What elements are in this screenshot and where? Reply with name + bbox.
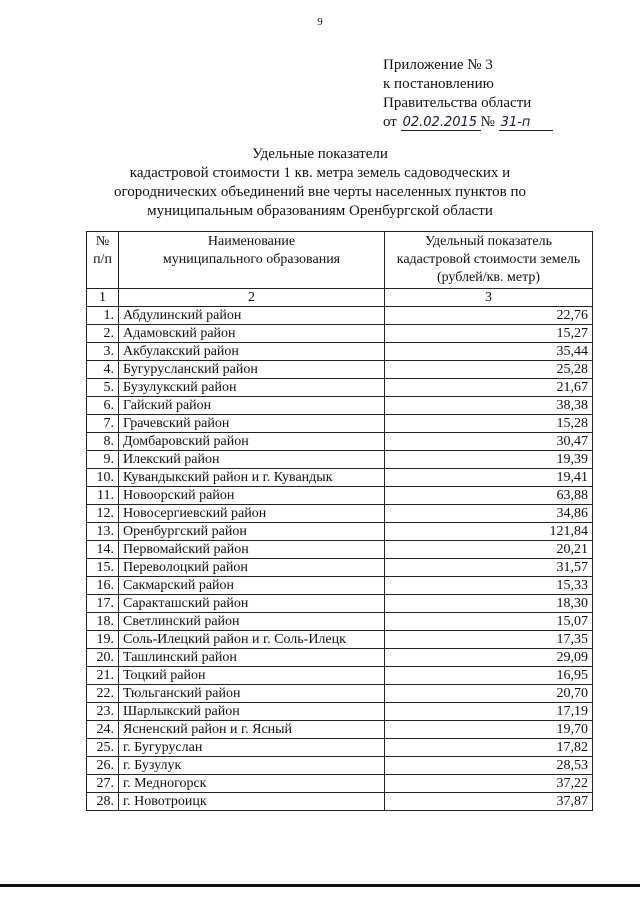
row-number: 23. (87, 703, 119, 721)
row-name: г. Новотроицк (119, 793, 385, 811)
appendix-line-1: Приложение № 3 (383, 57, 493, 73)
header-name-line-1: Наименование (207, 234, 296, 249)
bottom-border-line (0, 884, 640, 887)
row-value: 34,86 (385, 505, 593, 523)
table-row (87, 577, 593, 595)
row-value: 15,33 (385, 577, 593, 595)
table-row (87, 685, 593, 703)
page-number: 9 (317, 16, 323, 28)
row-name: Абдулинский район (119, 307, 385, 325)
row-number: 5. (87, 379, 119, 397)
row-number: 14. (87, 541, 119, 559)
table-row (87, 793, 593, 811)
row-number: 11. (87, 487, 119, 505)
row-value: 30,47 (385, 433, 593, 451)
title-line-2: кадастровой стоимости 1 кв. метра земель садоводческих и (129, 165, 511, 181)
number-sign: № (480, 114, 495, 130)
row-value: 15,28 (385, 415, 593, 433)
row-value: 17,19 (385, 703, 593, 721)
row-name: Новосергиевский район (119, 505, 385, 523)
row-number: 18. (87, 613, 119, 631)
table-row (87, 307, 593, 325)
row-value: 21,67 (385, 379, 593, 397)
row-name: Кувандыкский район и г. Кувандык (119, 469, 385, 487)
table-row (87, 667, 593, 685)
header-value-line-2: кадастровой стоимости земель (396, 252, 581, 267)
row-number: 10. (87, 469, 119, 487)
appendix-date-line (383, 113, 553, 132)
table-row (87, 541, 593, 559)
header-value-line-1: Удельный показатель (425, 234, 552, 249)
row-value: 35,44 (385, 343, 593, 361)
row-name: Гайский район (119, 397, 385, 415)
table-row (87, 595, 593, 613)
table-row (87, 757, 593, 775)
row-name: Тюльганский район (119, 685, 385, 703)
row-name: Сакмарский район (119, 577, 385, 595)
row-number: 19. (87, 631, 119, 649)
row-number: 26. (87, 757, 119, 775)
row-name: Бугурусланский район (119, 361, 385, 379)
row-number: 13. (87, 523, 119, 541)
row-number: 21. (87, 667, 119, 685)
row-value: 18,30 (385, 595, 593, 613)
header-number-line-2: п/п (93, 252, 112, 267)
row-name: Тоцкий район (119, 667, 385, 685)
row-name: г. Бугуруслан (119, 739, 385, 757)
table-row (87, 523, 593, 541)
table-row (87, 343, 593, 361)
row-name: Первомайский район (119, 541, 385, 559)
row-name: Переволоцкий район (119, 559, 385, 577)
row-number: 9. (87, 451, 119, 469)
row-value: 20,70 (385, 685, 593, 703)
header-value (385, 232, 593, 289)
row-value: 15,27 (385, 325, 593, 343)
row-name: Шарлыкский район (119, 703, 385, 721)
row-value: 37,22 (385, 775, 593, 793)
table-row (87, 631, 593, 649)
row-name: Оренбургский район (119, 523, 385, 541)
row-value: 29,09 (385, 649, 593, 667)
row-number: 17. (87, 595, 119, 613)
table-row (87, 379, 593, 397)
table-row (87, 433, 593, 451)
header-value-line-3: (рублей/кв. метр) (436, 270, 541, 285)
row-number: 3. (87, 343, 119, 361)
row-number: 16. (87, 577, 119, 595)
row-name: Грачевский район (119, 415, 385, 433)
table-row (87, 361, 593, 379)
row-number: 24. (87, 721, 119, 739)
header-number (87, 232, 119, 289)
row-name: Ташлинский район (119, 649, 385, 667)
row-number: 25. (87, 739, 119, 757)
row-number: 6. (87, 397, 119, 415)
row-value: 19,70 (385, 721, 593, 739)
table-row (87, 487, 593, 505)
row-name: Ясненский район и г. Ясный (119, 721, 385, 739)
row-number: 28. (87, 793, 119, 811)
row-value: 25,28 (385, 361, 593, 379)
table-row (87, 721, 593, 739)
row-value: 63,88 (385, 487, 593, 505)
column-number-row (87, 289, 593, 307)
column-number-2: 2 (119, 289, 385, 307)
table-row (87, 775, 593, 793)
row-value: 37,87 (385, 793, 593, 811)
header-number-line-1: № (95, 234, 110, 249)
table-row (87, 613, 593, 631)
row-name: Бузулукский район (119, 379, 385, 397)
row-name: Акбулакский район (119, 343, 385, 361)
appendix-block (383, 56, 553, 132)
column-number-1: 1 (87, 289, 119, 307)
row-name: Домбаровский район (119, 433, 385, 451)
row-name: Адамовский район (119, 325, 385, 343)
table-row (87, 451, 593, 469)
row-name: Новоорский район (119, 487, 385, 505)
handwritten-date: 02.02.2015 (401, 116, 481, 131)
document-title (0, 145, 640, 221)
row-value: 19,41 (385, 469, 593, 487)
row-number: 12. (87, 505, 119, 523)
row-value: 20,21 (385, 541, 593, 559)
table-row (87, 649, 593, 667)
table-row (87, 703, 593, 721)
row-value: 16,95 (385, 667, 593, 685)
row-value: 28,53 (385, 757, 593, 775)
row-value: 31,57 (385, 559, 593, 577)
row-value: 38,38 (385, 397, 593, 415)
table-row (87, 325, 593, 343)
table-row (87, 739, 593, 757)
appendix-line-3: Правительства области (383, 95, 532, 111)
appendix-line-2: к постановлению (383, 76, 494, 92)
row-number: 1. (87, 307, 119, 325)
date-prefix: от (383, 114, 397, 130)
table-row (87, 397, 593, 415)
row-number: 15. (87, 559, 119, 577)
header-name-line-2: муниципального образования (162, 252, 341, 267)
title-line-1: Удельные показатели (252, 146, 388, 162)
title-line-3: огороднических объединений вне черты населенных пунктов по (114, 184, 526, 200)
handwritten-number: 31-п (499, 116, 553, 131)
table-row (87, 505, 593, 523)
row-number: 20. (87, 649, 119, 667)
row-name: Светлинский район (119, 613, 385, 631)
header-name (119, 232, 385, 289)
row-number: 2. (87, 325, 119, 343)
table-header-row (87, 232, 593, 289)
values-table (86, 231, 593, 811)
row-value: 19,39 (385, 451, 593, 469)
row-number: 7. (87, 415, 119, 433)
row-value: 17,82 (385, 739, 593, 757)
table-row (87, 415, 593, 433)
column-number-3: 3 (385, 289, 593, 307)
row-name: Соль-Илецкий район и г. Соль-Илецк (119, 631, 385, 649)
table-row (87, 559, 593, 577)
row-name: г. Медногорск (119, 775, 385, 793)
title-line-4: муниципальным образованиям Оренбургской области (147, 203, 493, 219)
row-value: 22,76 (385, 307, 593, 325)
row-number: 22. (87, 685, 119, 703)
row-name: г. Бузулук (119, 757, 385, 775)
row-number: 8. (87, 433, 119, 451)
row-value: 17,35 (385, 631, 593, 649)
row-value: 15,07 (385, 613, 593, 631)
table-row (87, 469, 593, 487)
row-number: 27. (87, 775, 119, 793)
row-value: 121,84 (385, 523, 593, 541)
row-name: Саракташский район (119, 595, 385, 613)
row-name: Илекский район (119, 451, 385, 469)
row-number: 4. (87, 361, 119, 379)
